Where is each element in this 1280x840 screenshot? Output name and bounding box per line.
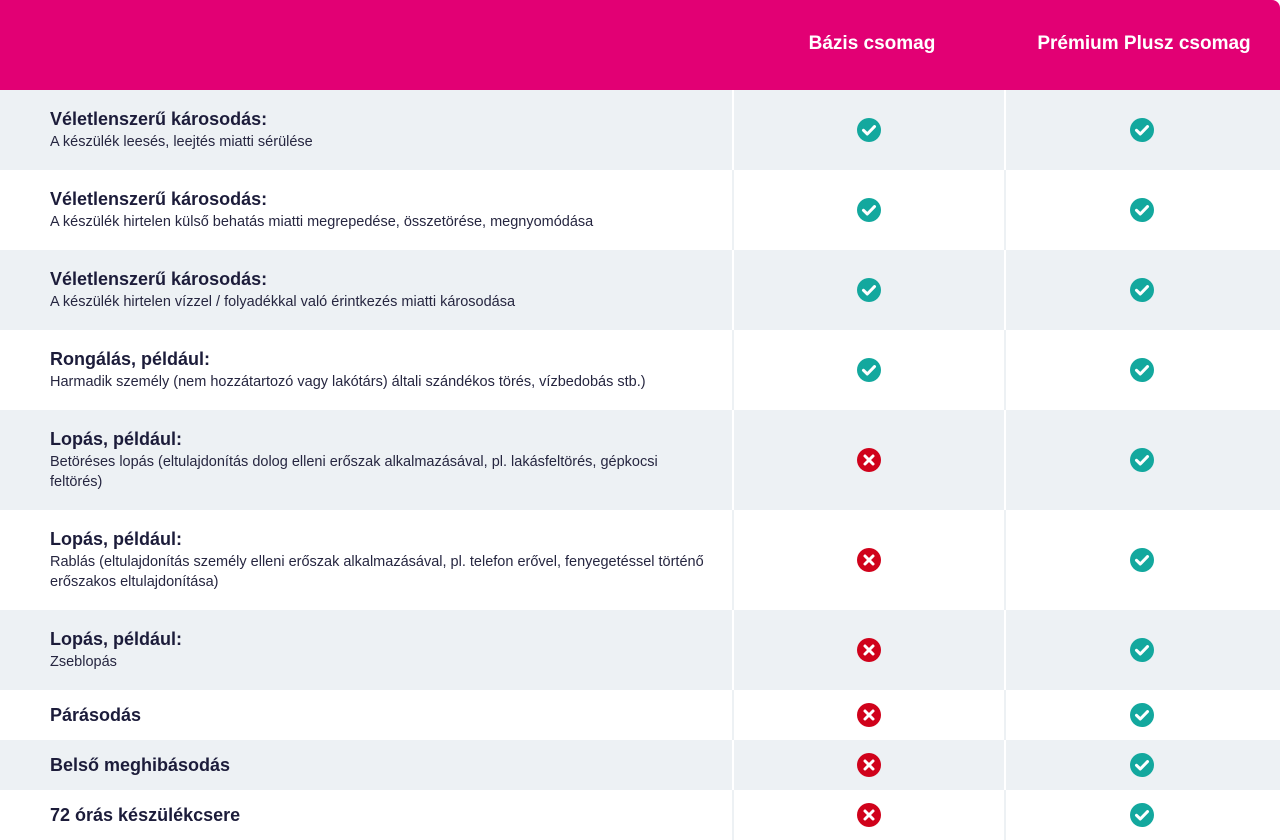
basic-status-cell [734, 90, 1006, 170]
header-premium-package: Prémium Plusz csomag [1037, 33, 1251, 54]
feature-cell [0, 740, 734, 790]
basic-status-cell [734, 690, 1006, 740]
table-row [0, 690, 1280, 740]
table-row [0, 610, 1280, 690]
x-circle-icon [857, 753, 881, 777]
check-circle-icon [857, 358, 881, 382]
check-circle-icon [1130, 638, 1154, 662]
check-circle-icon [857, 278, 881, 302]
premium-status-cell [1006, 790, 1278, 840]
premium-status-cell [1006, 740, 1278, 790]
table-row [0, 250, 1280, 330]
feature-cell [0, 170, 734, 250]
premium-status-cell [1006, 90, 1278, 170]
header-basic-package: Bázis csomag [808, 33, 936, 54]
basic-status-cell [734, 790, 1006, 840]
feature-title: Lopás, például: [50, 629, 183, 649]
feature-title: Párásodás [50, 705, 142, 725]
premium-status-cell [1006, 250, 1278, 330]
check-circle-icon [1130, 803, 1154, 827]
check-circle-icon [857, 198, 881, 222]
x-circle-icon [857, 803, 881, 827]
feature-title: Véletlenszerű károsodás: [50, 269, 268, 289]
premium-status-cell [1006, 610, 1278, 690]
feature-cell [0, 330, 734, 410]
feature-cell [0, 690, 734, 740]
feature-cell [0, 90, 734, 170]
x-circle-icon [857, 548, 881, 572]
basic-status-cell [734, 330, 1006, 410]
table-row [0, 790, 1280, 840]
feature-description: A készülék hirtelen vízzel / folyadékkal való érintkezés miatti károsodása [50, 294, 516, 310]
feature-description: A készülék hirtelen külső behatás miatti megrepedése, összetörése, megnyomódása [50, 214, 594, 230]
x-circle-icon [857, 638, 881, 662]
check-circle-icon [1130, 358, 1154, 382]
table-row [0, 740, 1280, 790]
feature-title: Véletlenszerű károsodás: [50, 189, 268, 209]
check-circle-icon [1130, 703, 1154, 727]
check-circle-icon [1130, 753, 1154, 777]
table-row [0, 90, 1280, 170]
table-header [0, 0, 1280, 90]
feature-cell [0, 790, 734, 840]
check-circle-icon [857, 118, 881, 142]
check-circle-icon [1130, 118, 1154, 142]
feature-title: Véletlenszerű károsodás: [50, 109, 268, 129]
basic-status-cell [734, 740, 1006, 790]
feature-title: Belső meghibásodás [50, 755, 231, 775]
basic-status-cell [734, 610, 1006, 690]
feature-title: Rongálás, például: [50, 349, 211, 369]
feature-description: Harmadik személy (nem hozzátartozó vagy lakótárs) általi szándékos törés, vízbedobás stb.) [50, 374, 646, 390]
header-feature-column [0, 0, 736, 90]
basic-status-cell [734, 250, 1006, 330]
table-row [0, 170, 1280, 250]
feature-cell [0, 250, 734, 330]
feature-title: 72 órás készülékcsere [50, 805, 241, 825]
check-circle-icon [1130, 198, 1154, 222]
check-circle-icon [1130, 448, 1154, 472]
feature-description: Betöréses lopás (eltulajdonítás dolog elleni erőszak alkalmazásával, pl. lakásfeltörés, gépkocsi feltörés) [50, 454, 658, 490]
feature-description: A készülék leesés, leejtés miatti sérülése [50, 134, 313, 150]
premium-status-cell [1006, 170, 1278, 250]
basic-status-cell [734, 510, 1006, 610]
premium-status-cell [1006, 330, 1278, 410]
table-row [0, 330, 1280, 410]
table-row [0, 410, 1280, 510]
premium-status-cell [1006, 690, 1278, 740]
basic-status-cell [734, 170, 1006, 250]
feature-title: Lopás, például: [50, 529, 183, 549]
x-circle-icon [857, 703, 881, 727]
check-circle-icon [1130, 548, 1154, 572]
x-circle-icon [857, 448, 881, 472]
basic-status-cell [734, 410, 1006, 510]
table-row [0, 510, 1280, 610]
feature-cell [0, 610, 734, 690]
feature-cell [0, 510, 734, 610]
premium-status-cell [1006, 410, 1278, 510]
feature-title: Lopás, például: [50, 429, 183, 449]
premium-status-cell [1006, 510, 1278, 610]
check-circle-icon [1130, 278, 1154, 302]
feature-cell [0, 410, 734, 510]
feature-description: Zseblopás [50, 654, 117, 670]
feature-description: Rablás (eltulajdonítás személy elleni erőszak alkalmazásával, pl. telefon erővel, fenyegetéssel történő erőszakos eltulajdonítása) [50, 554, 704, 590]
